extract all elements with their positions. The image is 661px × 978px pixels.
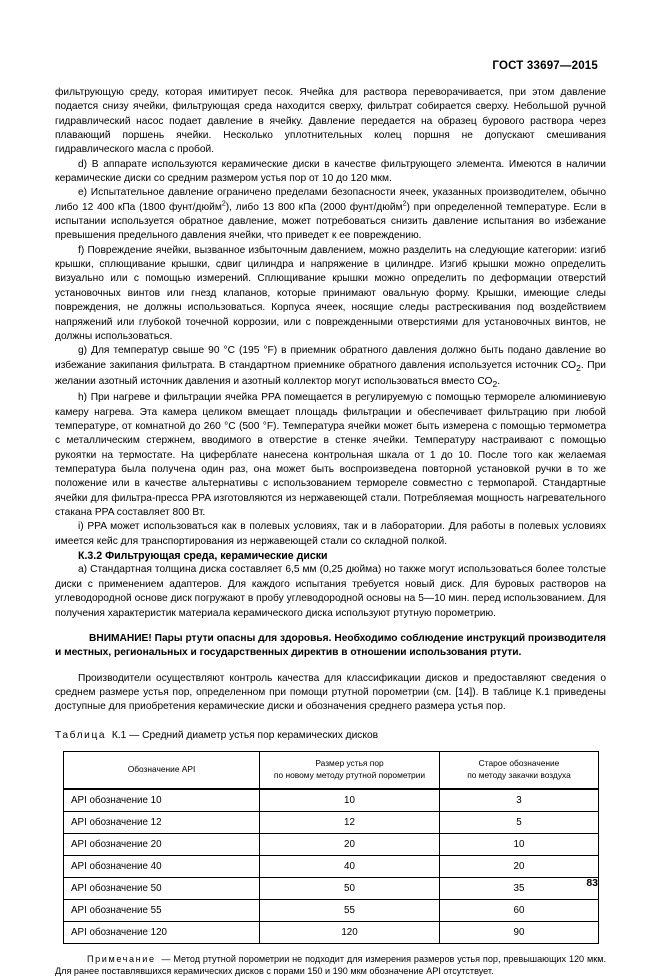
superscript-two-b: 2: [402, 200, 407, 208]
cell-old-method: 35: [440, 877, 599, 899]
paragraph-e-part2: ), либо 13 800 кПа (2000 фунт/дюйм: [225, 201, 403, 213]
cell-new-method: 120: [260, 921, 440, 943]
table-row: [64, 811, 599, 833]
cell-old-method: 3: [440, 789, 599, 812]
table-note: [55, 953, 606, 978]
spacer-before-warning: [55, 621, 606, 632]
paragraph-d: d) В аппарате используются керамические диски в качестве фильтрующего элемента. Имеются в наличии керамические диски со средним размером устья пор от 10 до 120 мкм.: [55, 158, 606, 185]
superscript-two-a: 2: [221, 200, 226, 208]
cell-new-method: 20: [260, 833, 440, 855]
table-body: [64, 789, 599, 944]
column-header-new-method-line2: по новому методу ртутной порометрии: [273, 769, 426, 780]
subscript-two-b: 2: [492, 378, 498, 389]
table-row: [64, 833, 599, 855]
column-header-new-method-line1: Размер устья пор: [315, 758, 384, 769]
standard-header: ГОСТ 33697—2015: [492, 60, 598, 72]
cell-api: API обозначение 50: [64, 877, 260, 899]
table-caption-label: Таблица: [55, 729, 107, 741]
table-head: [64, 751, 599, 789]
cell-api: API обозначение 55: [64, 899, 260, 921]
cell-new-method: 12: [260, 811, 440, 833]
cell-new-method: 10: [260, 789, 440, 812]
table-caption-text: — Средний диаметр устья пор керамических дисков: [129, 729, 379, 741]
cell-old-method: 60: [440, 899, 599, 921]
paragraph-e-part1: e) Испытательное давление ограничено пределами безопасности ячеек, указанных производителем, обычно либо 12 400 кПа (1800 фунт/дюйм: [55, 187, 606, 213]
table-note-text: — Метод ртутной порометрии не подходит для измерения размеров устья пор, превышающих 120 мкм. Для ранее поставлявшихся керамических дисков с порами 150 и 190 мкм обозначение API отсутствует.: [55, 953, 606, 977]
ceramic-disc-pore-table: [63, 751, 599, 944]
cell-old-method: 20: [440, 855, 599, 877]
page-number: 83: [586, 877, 598, 889]
column-header-old-method-line1: Старое обозначение: [478, 758, 560, 769]
table-caption-number: К.1: [111, 729, 127, 741]
paragraph-e: [55, 186, 606, 243]
cell-old-method: 90: [440, 921, 599, 943]
table-row: [64, 921, 599, 943]
cell-new-method: 55: [260, 899, 440, 921]
page-content: [55, 86, 606, 978]
paragraph-g-part2: . При желании азотный источник давления и азотный коллектор могут использоваться вместо СО: [55, 359, 606, 387]
paragraph-i: i) PPA может использоваться как в полевых условиях, так и в лаборатории. Для работы в полевых условиях имеется кейс для транспортирования из нержавеющей стали со складной полкой.: [55, 521, 606, 547]
table-note-label: Примечание: [87, 953, 156, 964]
column-header-old-method-line2: по методу закачки воздуха: [467, 769, 571, 780]
cell-api: API обозначение 20: [64, 833, 260, 855]
cell-new-method: 40: [260, 855, 440, 877]
paragraph-f: f) Повреждение ячейки, вызванное избыточным давлением, можно разделить на следующие категории: изгиб крышки, сплющивание крышки, сдвиг цилиндра и напряжение в цилиндре. Изгиб крышки можно определить визуально или с помощью измерений. Сплющивание крышки можно определить по деформации отверстий установочных винтов или гнезд клапанов, которые принимают овальную форму. Крышки, имеющие следы повреждения, не должны использоваться. Корпуса ячеек, носящие следы растрескивания под воздействием напряжений или глубокой точечной коррозии, или с поврежденными отверстиями для установочных винтов, не должны использоваться.: [55, 244, 606, 342]
paragraph-manufacturers: Производители осуществляют контроль качества для классификации дисков и предоставляют сведения о среднем размере устья пор, определенном при помощи ртутной порометрии (см. [14]). В таблице К.1 приведены доступные для приобретения керамические диски и обозначения среднего размера устья пор.: [55, 672, 606, 713]
warning-note: ВНИМАНИЕ! Пары ртути опасны для здоровья. Необходимо соблюдение инструкций производителя и местных, региональных и государственных директив в отношении использования ртути.: [55, 632, 606, 659]
paragraph-continuation: фильтрующую среду, которая имитирует песок. Ячейка для раствора переворачивается, при этом давление подается снизу ячейки, фильтрующая среда находится сверху, фильтрат собирается сверху. Небольшой ручной гидравлический насос подает давление в ячейку. Давление передается на образец бурового раствора через плавающий поршень ячейки. Несколько уплотнительных колец поршня не допускают смешивания гидравлического масла с пробой.: [55, 87, 606, 156]
paragraph-a: a) Стандартная толщина диска составляет 6,5 мм (0,25 дюйма) но также могут использоваться более толстые диски с применением адаптеров. Для каждого испытания требуется новый диск. Для буровых растворов на углеводородной основе диск погружают в пробу углеводородной основы на 5—10 мин. перед использованием. Для получения характеристик материала керамического диска используют ртутную порометрию.: [55, 564, 606, 619]
cell-api: API обозначение 10: [64, 789, 260, 812]
cell-old-method: 5: [440, 811, 599, 833]
cell-api: API обозначение 12: [64, 811, 260, 833]
spacer-before-table: [55, 715, 606, 729]
column-header-old-method: [440, 751, 599, 789]
table-row: [64, 789, 599, 812]
paragraph-h: h) При нагреве и фильтрации ячейка PPA помещается в регулируемую с помощью термореле алюминиевую камеру нагрева. Эта камера целиком вмещает площадь фильтрации и обеспечивает фильтрацию при любой температуре, от комнатной до 260 °С (500 °F). Температура ячейки может быть измерена с помощью термометра с металлическим стержнем, вводимого в отверстие в стенке ячейки. Температуру настраивают с помощью рукоятки на термостате. На циферблате нанесена контрольная шкала от 1 до 10. После того как желаемая температура была получена один раз, она может быть воспроизведена повторной установкой ручки в то же положение или в качестве альтернативы с использованием термореле совместно с термопарой. Стандартные ячейки для фильтра-пресса PPA изготовляются из нержавеющей стали. Потребляемая мощность нагревательного стакана PPA составляет 800 Вт.: [55, 392, 606, 519]
subheading-k32: К.3.2 Фильтрующая среда, керамические диски: [78, 550, 328, 563]
paragraph-g: [55, 344, 606, 391]
column-header-api: [64, 751, 260, 789]
table-row: [64, 877, 599, 899]
spacer-after-warning: [55, 661, 606, 672]
cell-api: API обозначение 40: [64, 855, 260, 877]
table-row: [64, 855, 599, 877]
table-header-row: [64, 751, 599, 789]
table-row: [64, 899, 599, 921]
column-header-new-method: [260, 751, 440, 789]
cell-api: API обозначение 120: [64, 921, 260, 943]
table-caption: [55, 729, 606, 743]
cell-old-method: 10: [440, 833, 599, 855]
paragraph-g-part1: g) Для температур свыше 90 °С (195 °F) в приемник обратного давления должно быть подано давление во избежание закипания фильтрата. В стандартном приемнике обратного давления используется источник СО: [55, 345, 606, 371]
column-header-api-line1: Обозначение API: [127, 763, 196, 774]
paragraph-g-part3: .: [497, 375, 501, 387]
subscript-two-a: 2: [576, 362, 581, 373]
paragraph-e-part3: ) при определенной температуре. Если в испытании используется обратное давление, может потребоваться снизить давление испытания во избежание превышения предельного давления ячейки, что приведет к ее повреждению.: [55, 201, 606, 242]
cell-new-method: 50: [260, 877, 440, 899]
